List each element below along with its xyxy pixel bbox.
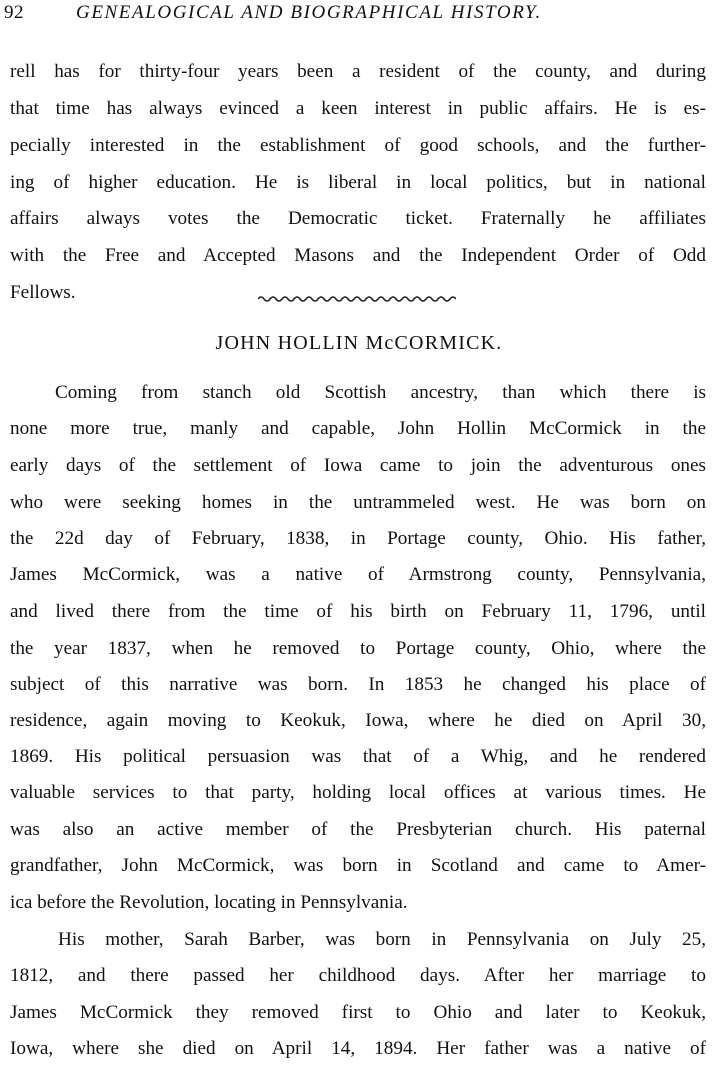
text-line: James McCormick they removed first to Ohio and later to Keokuk, bbox=[10, 1002, 706, 1023]
wavy-rule-ornament bbox=[258, 295, 456, 305]
text-line: ica before the Revolution, locating in Pennsylvania. bbox=[10, 892, 408, 913]
text-line: and lived there from the time of his birth on February 11, 1796, until bbox=[10, 601, 706, 622]
running-head bbox=[4, 2, 704, 30]
text-line: none more true, manly and capable, John Hollin McCormick in the bbox=[10, 418, 706, 439]
text-line: the year 1837, when he removed to Portage county, Ohio, where the bbox=[10, 638, 706, 659]
text-line: ing of higher education. He is liberal in local politics, but in national bbox=[10, 172, 706, 193]
text-line: early days of the settlement of Iowa came to join the adventurous ones bbox=[10, 455, 706, 476]
text-line: pecially interested in the establishment of good schools, and the further- bbox=[10, 135, 706, 156]
text-line: was also an active member of the Presbyterian church. His paternal bbox=[10, 819, 706, 840]
running-title: GENEALOGICAL AND BIOGRAPHICAL HISTORY. bbox=[76, 2, 542, 23]
text-line: affairs always votes the Democratic ticket. Fraternally he affiliates bbox=[10, 208, 706, 229]
text-line: 1812, and there passed her childhood days. After her marriage to bbox=[10, 965, 706, 986]
text-line: with the Free and Accepted Masons and the Independent Order of Odd bbox=[10, 245, 706, 266]
text-line: that time has always evinced a keen interest in public affairs. He is es- bbox=[10, 98, 706, 119]
text-line: James McCormick, was a native of Armstrong county, Pennsylvania, bbox=[10, 564, 706, 585]
text-line: residence, again moving to Keokuk, Iowa, where he died on April 30, bbox=[10, 710, 706, 731]
text-line: His mother, Sarah Barber, was born in Pennsylvania on July 25, bbox=[58, 929, 706, 950]
text-line: Iowa, where she died on April 14, 1894. Her father was a native of bbox=[10, 1038, 706, 1059]
text-line: Coming from stanch old Scottish ancestry, than which there is bbox=[55, 382, 706, 403]
biography-heading: JOHN HOLLIN McCORMICK. bbox=[215, 332, 503, 354]
text-line: subject of this narrative was born. In 1853 he changed his place of bbox=[10, 674, 706, 695]
text-line: grandfather, John McCormick, was born in Scotland and came to Amer- bbox=[10, 855, 706, 876]
text-line: 1869. His political persuasion was that of a Whig, and he rendered bbox=[10, 746, 706, 767]
text-line: Fellows. bbox=[10, 282, 76, 303]
page-number: 92 bbox=[4, 2, 24, 23]
text-line: the 22d day of February, 1838, in Portage county, Ohio. His father, bbox=[10, 528, 706, 549]
text-line: rell has for thirty-four years been a resident of the county, and during bbox=[10, 61, 706, 82]
text-line: who were seeking homes in the untrammeled west. He was born on bbox=[10, 492, 706, 513]
text-line: valuable services to that party, holding local offices at various times. He bbox=[10, 782, 706, 803]
wavy-rule-path bbox=[258, 297, 456, 301]
